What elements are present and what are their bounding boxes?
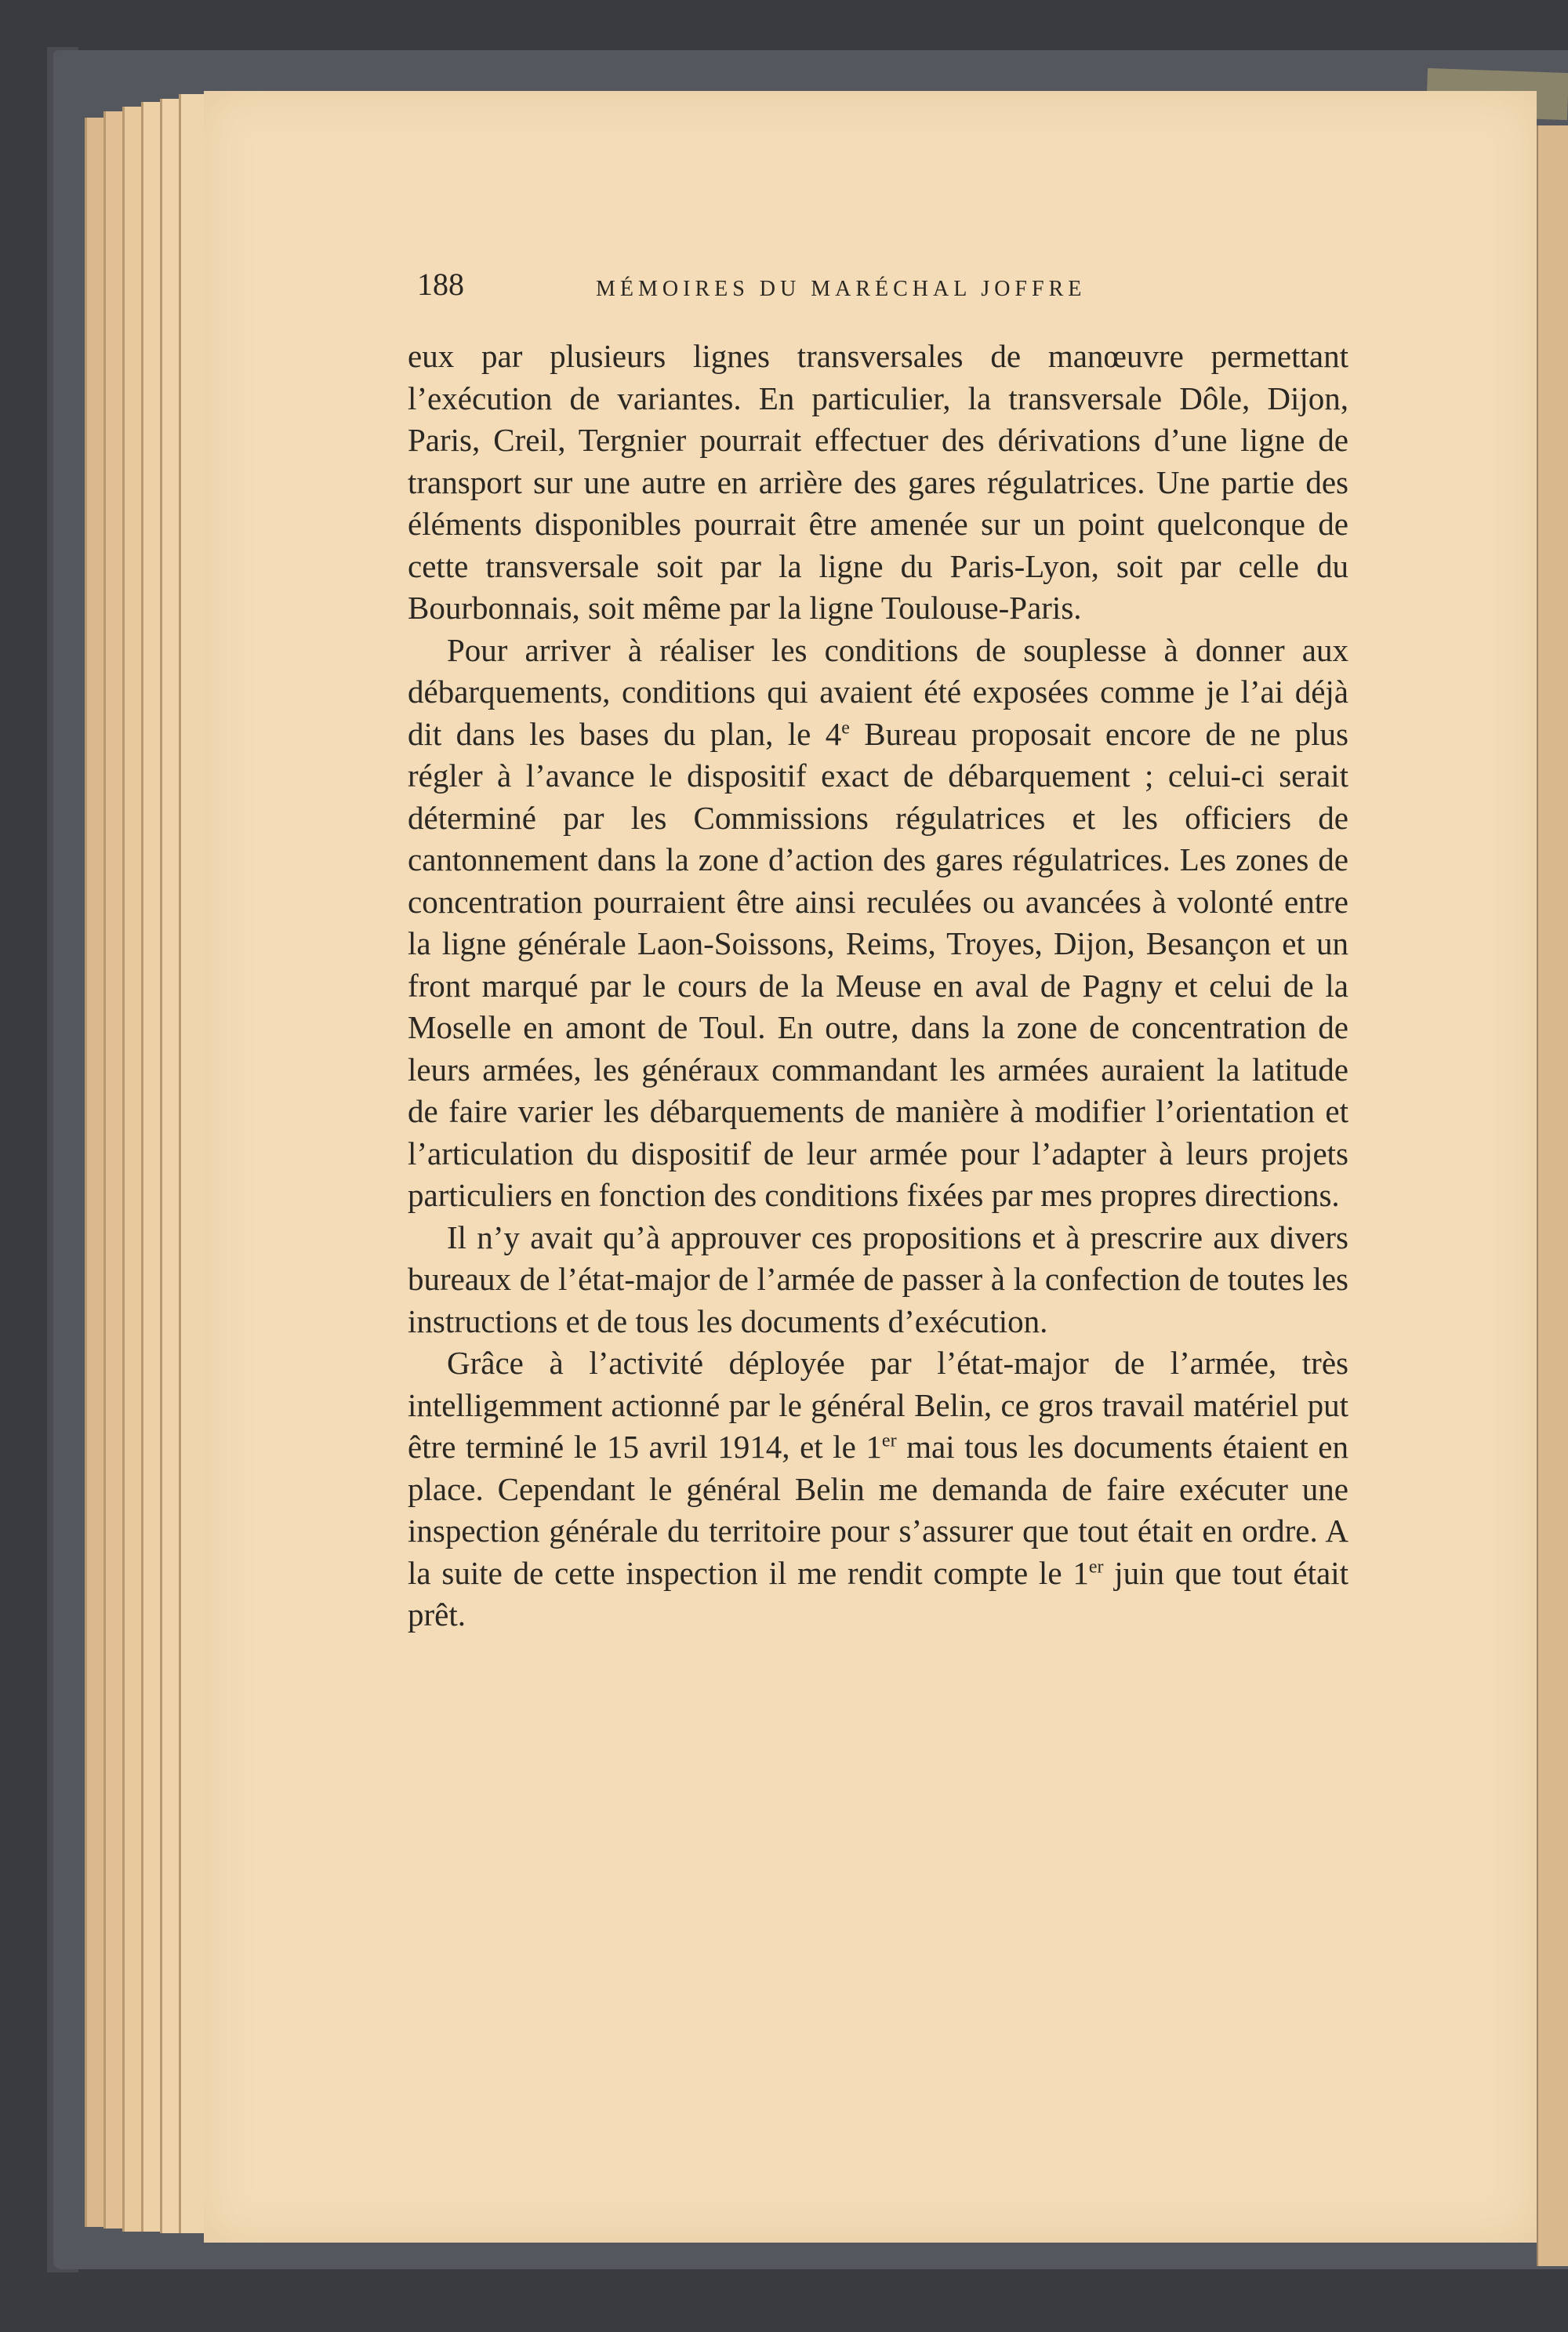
superscript: e <box>841 717 850 738</box>
superscript: er <box>1088 1556 1104 1577</box>
running-title: MÉMOIRES DU MARÉCHAL JOFFRE <box>596 277 1087 301</box>
superscript: er <box>881 1430 897 1451</box>
paragraph-1: eux par plusieurs lignes transversales de manœuvre permettant l’exécution de variantes. En particulier, la transversale Dôle, Dijon, Paris, Creil, Tergnier pourrait effectuer des dérivations d’une ligne de transport sur une autre en arrière des gares régulatrices. Une partie des éléments disponibles pourrait être amenée sur un point quelconque de cette transversale soit par la ligne du Paris-Lyon, soit par celle du Bourbonnais, soit même par la ligne Toulouse-Paris. <box>408 338 1348 626</box>
page-number: 188 <box>417 267 464 302</box>
facing-page-edge <box>1537 125 1568 2266</box>
paragraph-3: Il n’y avait qu’à approuver ces propositions et à prescrire aux divers bureaux de l’état-major de l’armée de passer à la confection de toutes les instructions et de tous les documents d’exécution. <box>408 1219 1348 1339</box>
paragraph-2 <box>408 630 1348 1217</box>
paragraph-4-text: juin que tout était prêt. <box>408 1554 1348 1633</box>
paragraph-4 <box>408 1342 1348 1636</box>
page-header <box>408 263 1348 310</box>
paragraph-2-text: Bureau proposait encore de ne plus régler à l’avance le dispositif exact de débarquement ; celui-ci serait déterminé par les Commissions régulatrices et les officiers de cantonnement dans la zone d’action des gares régulatrices. Les zones de concentration pourraient être ainsi reculées ou avancées à volonté entre la ligne générale Laon-Soissons, Reims, Troyes, Dijon, Besançon et un front marqué par le cours de la Meuse en aval de Pagny et celui de la Moselle en amont de Toul. En outre, dans la zone de concentration de leurs armées, les généraux commandant les armées auraient la latitude de faire varier les débarquements de manière à modifier l’orientation et l’articulation du dispositif de leur armée pour l’adapter à leurs projets particuliers en fonction des conditions fixées par mes propres directions. <box>408 715 1348 1213</box>
paragraph-2-text: Pour arriver à réaliser les conditions de souplesse à donner aux débarquements, conditions qui avaient été exposées comme je l’ai déjà dit dans les bases du plan, le 4 <box>408 631 1348 752</box>
body-text <box>408 336 1348 1636</box>
paragraph-4-text: Grâce à l’activité déployée par l’état-major de l’armée, très intelligemment actionné par le général Belin, ce gros travail matériel put être terminé le 15 avril 1914, et le 1 <box>408 1345 1348 1465</box>
paragraph-4-text: mai tous les documents étaient en place. Cependant le général Belin me demanda de faire exécuter une inspection générale du territoire pour s’assurer que tout était en ordre. A la suite de cette inspection il me rendit compte le 1 <box>408 1429 1349 1591</box>
